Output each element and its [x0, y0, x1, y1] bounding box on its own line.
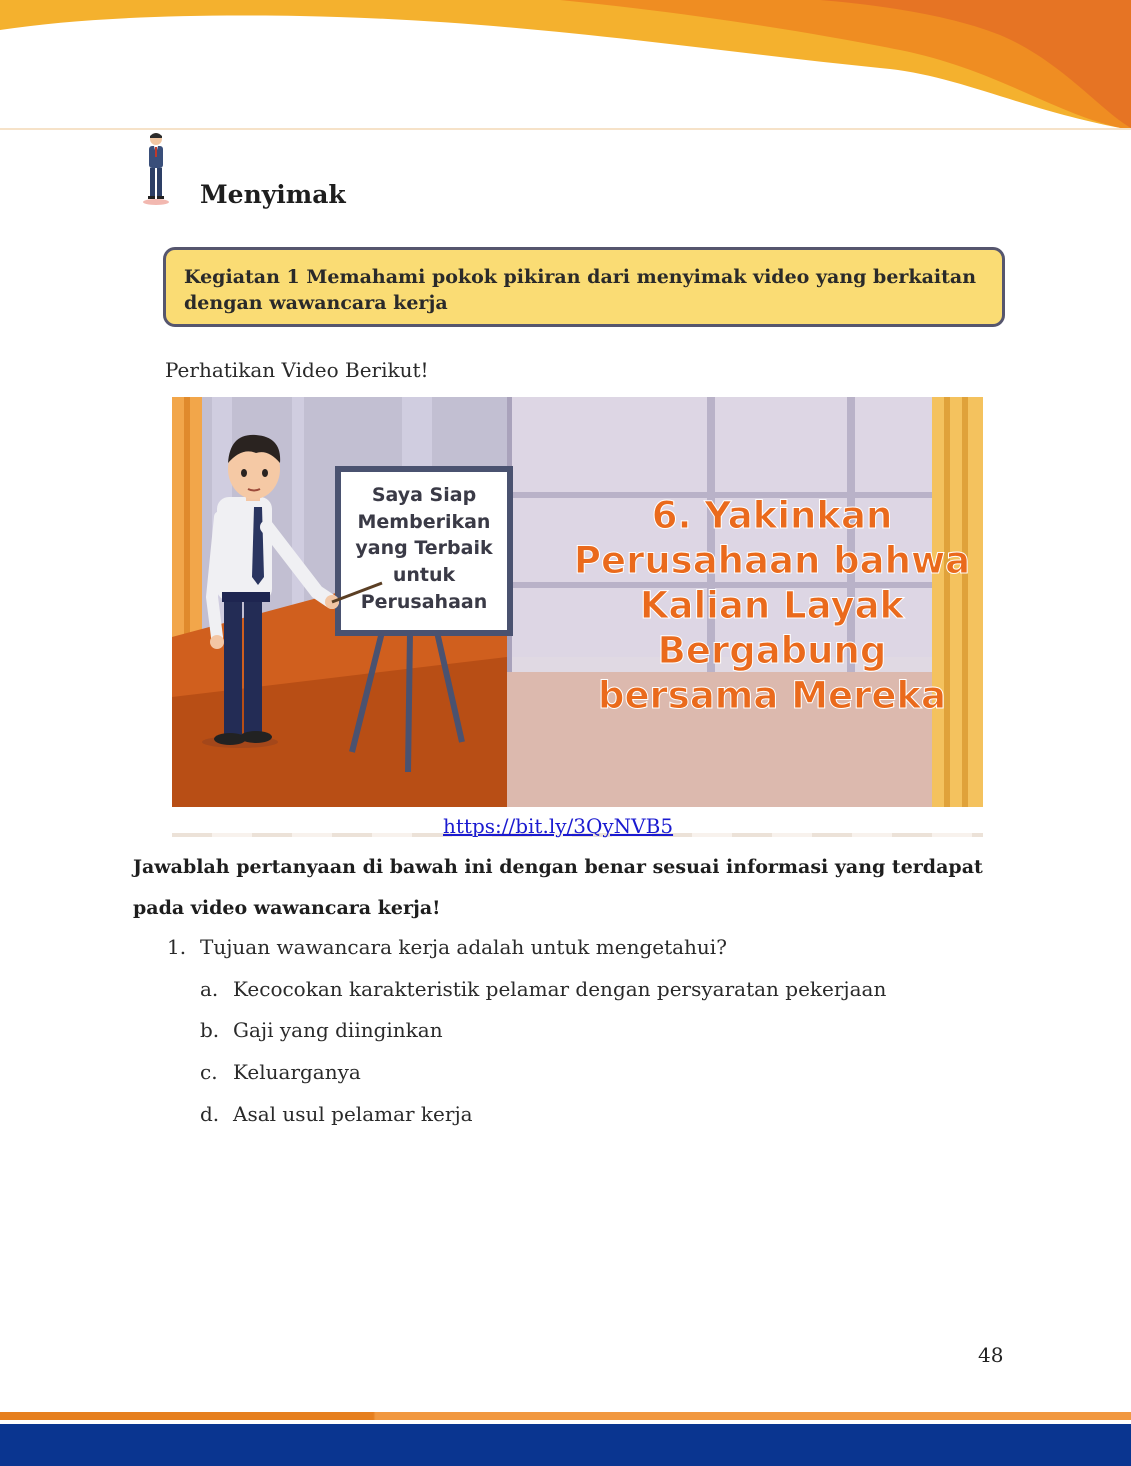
answer-option-a [200, 977, 886, 1001]
board-line: untuk [392, 564, 456, 586]
option-letter: a. [200, 977, 219, 1001]
question-number: 1. [167, 935, 187, 959]
board-line: Saya Siap [371, 484, 477, 506]
board-text [355, 484, 493, 613]
board-line: yang Terbaik [355, 537, 493, 559]
question-text: Tujuan wawancara kerja adalah untuk mengetahui? [200, 935, 727, 959]
option-letter: d. [200, 1102, 220, 1126]
question-instructions-line-1: Jawablah pertanyaan di bawah ini dengan benar sesuai informasi yang terdapat [133, 856, 983, 878]
board-line: Memberikan [357, 511, 491, 533]
video-intro-text: Perhatikan Video Berikut! [165, 358, 429, 382]
businessman-icon [136, 130, 176, 206]
option-letter: c. [200, 1060, 218, 1084]
page-number: 48 [978, 1343, 1004, 1367]
question-item [167, 935, 727, 959]
footer-orange-bar [0, 1412, 1131, 1420]
board-line: Perusahaan [360, 591, 488, 613]
headline-line: Bergabung [657, 629, 887, 672]
footer-blue-bar [0, 1424, 1131, 1466]
section-title: Menyimak [200, 180, 346, 209]
video-scene [172, 397, 983, 807]
option-letter: b. [200, 1018, 220, 1042]
answer-option-d [200, 1102, 473, 1126]
video-link[interactable]: https://bit.ly/3QyNVB5 [443, 814, 674, 838]
activity-title: Kegiatan 1 Memahami pokok pikiran dari menyimak video yang berkaitan dengan wawancara kerja [184, 266, 977, 314]
option-text: Asal usul pelamar kerja [233, 1102, 473, 1126]
top-wave-banner [0, 0, 1131, 135]
option-text: Kecocokan karakteristik pelamar dengan persyaratan pekerjaan [233, 977, 887, 1001]
video-thumbnail[interactable] [172, 397, 983, 807]
question-instructions-line-2: pada video wawancara kerja! [133, 897, 441, 919]
option-text: Keluarganya [233, 1060, 361, 1084]
answer-option-c [200, 1060, 361, 1084]
headline-line: bersama Mereka [597, 674, 947, 717]
option-text: Gaji yang diinginkan [233, 1018, 443, 1042]
headline-line: Kalian Layak [639, 584, 905, 627]
headline-line: Perusahaan bahwa [573, 539, 971, 582]
activity-box [163, 247, 1005, 327]
answer-option-b [200, 1018, 443, 1042]
headline-line: 6. Yakinkan [651, 494, 893, 537]
